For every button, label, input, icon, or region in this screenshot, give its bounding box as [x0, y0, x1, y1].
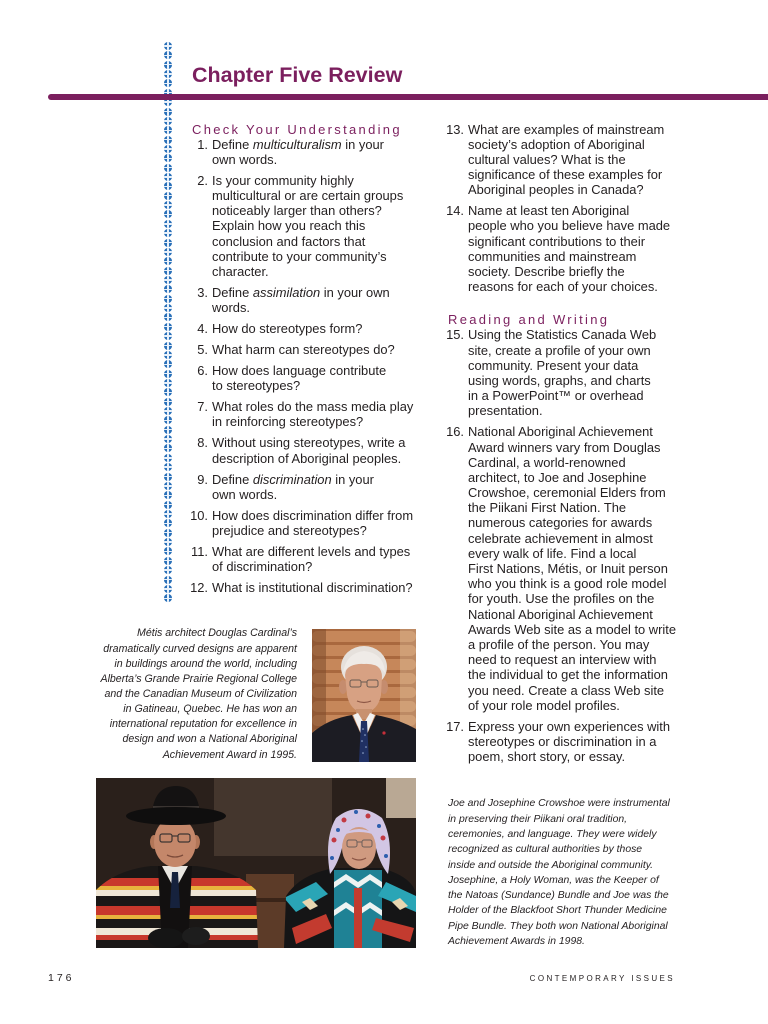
- photo-douglas-cardinal: [312, 629, 416, 762]
- text-line: need to request an interview with: [468, 652, 657, 668]
- text-line: significant contributions to their: [468, 233, 645, 249]
- question-10: [188, 508, 438, 538]
- border-dot: [164, 239, 172, 247]
- question-text: [468, 122, 754, 198]
- border-dot: [164, 323, 172, 331]
- border-dot: [164, 501, 172, 509]
- caption-line: recognized as cultural authorities by those: [448, 844, 643, 856]
- question-text: [212, 544, 438, 574]
- text-line: for youth. Use the profiles on the: [468, 591, 655, 607]
- question-number: 17.: [446, 718, 464, 734]
- running-footer-title: CONTEMPORARY ISSUES: [529, 974, 675, 983]
- text-line: a profile of the person. You may: [468, 636, 650, 652]
- caption-line: Holder of the Blackfoot Short Thunder Medicine: [448, 905, 667, 917]
- question-text: [468, 203, 754, 294]
- border-dot: [164, 145, 172, 153]
- text-line: What harm can stereotypes do?: [212, 342, 395, 358]
- border-dot: [164, 370, 172, 378]
- border-dot: [164, 538, 172, 546]
- text-line: multicultural or are certain groups: [212, 188, 404, 204]
- text-line: National Aboriginal Achievement: [468, 606, 653, 622]
- emphasized-term: assimilation: [252, 284, 321, 300]
- heading-reading-and-writing: Reading and Writing: [448, 312, 610, 328]
- caption-line: in buildings around the world, including: [114, 657, 297, 670]
- text-line: conclusion and factors that: [212, 233, 366, 249]
- question-number: 10.: [190, 507, 208, 523]
- border-dot: [164, 164, 172, 172]
- caption-line: Achievement Award in 1995.: [162, 748, 297, 761]
- text-line: of your role model profiles.: [468, 697, 620, 713]
- question-6: [188, 363, 438, 393]
- border-dot: [164, 388, 172, 396]
- text-line: the individual to get the information: [468, 667, 668, 683]
- text-line: How do stereotypes form?: [212, 321, 363, 337]
- border-dot: [164, 304, 172, 312]
- text-line: words.: [212, 300, 250, 316]
- border-dot: [164, 51, 172, 59]
- text-line: every walk of life. Find a local: [468, 545, 637, 561]
- question-number: 9.: [197, 471, 208, 487]
- text-line: What roles do the mass media play: [212, 399, 414, 415]
- text-line: prejudice and stereotypes?: [212, 522, 367, 538]
- question-number: 8.: [197, 435, 208, 451]
- heading-check-your-understanding: Check Your Understanding: [192, 121, 402, 137]
- border-dot: [164, 108, 172, 116]
- text-line: you need. Create a class Web site: [468, 682, 665, 698]
- question-number: 3.: [197, 284, 208, 300]
- border-dot: [164, 407, 172, 415]
- border-dot: [164, 173, 172, 181]
- text-line: Cardinal, a world-renowned: [468, 454, 626, 470]
- question-text: [212, 472, 438, 502]
- border-dot: [164, 332, 172, 340]
- question-number: 4.: [197, 321, 208, 337]
- text-line: What is institutional discrimination?: [212, 580, 413, 596]
- caption-line: in preserving their Piikani oral tradition,: [448, 813, 628, 825]
- caption-line: Métis architect Douglas Cardinal’s: [137, 627, 297, 640]
- question-number: 14.: [446, 203, 464, 219]
- border-dot: [164, 444, 172, 452]
- caption-line: inside and outside the Aboriginal community.: [448, 859, 654, 871]
- question-number: 12.: [190, 580, 208, 596]
- text-line: What are different levels and types: [212, 543, 411, 559]
- border-dot: [164, 529, 172, 537]
- border-dot: [164, 79, 172, 87]
- text-line: reasons for each of your choices.: [468, 279, 658, 295]
- question-text: [212, 321, 438, 336]
- emphasized-term: multiculturalism: [252, 136, 342, 152]
- question-list: [444, 327, 754, 764]
- caption-line: and the Canadian Museum of Civilization: [104, 687, 297, 700]
- text-line: character.: [212, 263, 269, 279]
- text-line: of discrimination?: [212, 559, 313, 575]
- text-line: Award winners vary from Douglas: [468, 439, 661, 455]
- border-dot: [164, 154, 172, 162]
- border-dot: [164, 210, 172, 218]
- elders-image: [96, 778, 416, 948]
- question-text: [212, 342, 438, 357]
- border-dot: [164, 379, 172, 387]
- question-number: 2.: [197, 172, 208, 188]
- text-line: celebrate achievement in almost: [468, 530, 653, 546]
- question-15: [444, 327, 754, 418]
- border-dot: [164, 519, 172, 527]
- text-run: in your: [341, 136, 384, 152]
- question-3: [188, 285, 438, 315]
- question-text: [212, 173, 438, 279]
- caption-line: design and won a National Aboriginal: [122, 733, 297, 746]
- text-run: Define: [212, 471, 253, 487]
- question-16: [444, 424, 754, 713]
- photo-joe-and-josephine-crowshoe: [96, 778, 416, 948]
- question-text: [212, 137, 438, 167]
- border-dot: [164, 576, 172, 584]
- border-dot: [164, 248, 172, 256]
- border-dot: [164, 594, 172, 602]
- text-line: Awards Web site as a model to write: [468, 621, 677, 637]
- text-line: How does language contribute: [212, 363, 387, 379]
- right-question-column: [444, 122, 754, 765]
- question-number: 11.: [191, 543, 208, 559]
- caption-line: Achievement Awards in 1998.: [448, 936, 585, 948]
- question-number: 5.: [197, 342, 208, 358]
- border-dot: [164, 473, 172, 481]
- question-text: [212, 435, 438, 465]
- border-dot: [164, 398, 172, 406]
- border-dot: [164, 557, 172, 565]
- question-2: [188, 173, 438, 279]
- text-line: Aboriginal peoples in Canada?: [468, 182, 644, 198]
- border-dot: [164, 201, 172, 209]
- border-dot: [164, 285, 172, 293]
- border-dot: [164, 257, 172, 265]
- question-14: [444, 203, 754, 294]
- border-dot: [164, 360, 172, 368]
- caption-line: dramatically curved designs are apparent: [103, 642, 297, 655]
- border-dot: [164, 585, 172, 593]
- question-text: [468, 424, 754, 713]
- text-line: Is your community highly: [212, 172, 354, 188]
- text-line: poem, short story, or essay.: [468, 749, 626, 765]
- text-line: [212, 137, 438, 152]
- question-4: [188, 321, 438, 336]
- left-question-column: [188, 122, 438, 596]
- caption-line: Pipe Bundle. They both won National Aboriginal: [448, 920, 668, 932]
- text-line: site, create a profile of your own: [468, 342, 651, 358]
- text-line: community. Present your data: [468, 357, 639, 373]
- border-dot: [164, 463, 172, 471]
- border-dot: [164, 295, 172, 303]
- text-line: [212, 285, 438, 300]
- border-dot: [164, 313, 172, 321]
- text-line: own words.: [212, 486, 278, 502]
- border-dot: [164, 454, 172, 462]
- border-dot: [164, 510, 172, 518]
- question-7: [188, 399, 438, 429]
- text-line: society. Describe briefly the: [468, 263, 625, 279]
- border-dot: [164, 136, 172, 144]
- border-dot: [164, 351, 172, 359]
- text-line: contribute to your community’s: [212, 248, 387, 264]
- border-dot: [164, 547, 172, 555]
- question-8: [188, 435, 438, 465]
- text-line: using words, graphs, and charts: [468, 373, 651, 388]
- question-list-continued: [444, 122, 754, 295]
- text-line: Express your own experiences with: [468, 718, 671, 734]
- question-number: 1.: [197, 136, 208, 152]
- text-line: cultural values? What is the: [468, 151, 626, 167]
- question-5: [188, 342, 438, 357]
- caption-line: Josephine, a Holy Woman, was the Keeper of: [448, 874, 659, 886]
- photo-caption-crowshoe: [448, 796, 670, 949]
- question-text: [212, 580, 438, 595]
- photo-caption-cardinal: [40, 626, 297, 762]
- text-line: How does discrimination differ from: [212, 507, 414, 523]
- border-dot: [164, 482, 172, 490]
- caption-line: ceremonies, and language. They were widely: [448, 828, 657, 840]
- caption-line: in Gatineau, Quebec. He has won an: [123, 703, 297, 716]
- text-line: people who you believe have made: [468, 218, 671, 234]
- text-line: who you think is a good role model: [468, 576, 667, 592]
- text-line: Name at least ten Aboriginal: [468, 203, 630, 219]
- chapter-review-title: Chapter Five Review: [192, 63, 403, 87]
- text-line: stereotypes or discrimination in a: [468, 733, 657, 749]
- border-dot: [164, 182, 172, 190]
- text-line: numerous categories for awards: [468, 515, 653, 531]
- text-line: own words.: [212, 151, 278, 167]
- border-dot: [164, 566, 172, 574]
- border-dot: [164, 126, 172, 134]
- text-line: to stereotypes?: [212, 378, 301, 394]
- text-run: in your own: [320, 284, 390, 300]
- question-number: 16.: [446, 424, 464, 440]
- question-11: [188, 544, 438, 574]
- text-line: description of Aboriginal peoples.: [212, 450, 402, 466]
- dot-border: [164, 0, 173, 612]
- border-dot: [164, 491, 172, 499]
- border-dot: [164, 192, 172, 200]
- text-line: in reinforcing stereotypes?: [212, 414, 364, 430]
- border-dot: [164, 426, 172, 434]
- caption-line: Joe and Josephine Crowshoe were instrumental: [448, 798, 670, 810]
- question-12: [188, 580, 438, 595]
- portrait-image: [312, 629, 416, 762]
- caption-line: Alberta’s Grande Prairie Regional College: [100, 672, 297, 685]
- text-line: Crowshoe, ceremonial Elders from: [468, 485, 666, 501]
- question-9: [188, 472, 438, 502]
- text-line: communities and mainstream: [468, 248, 637, 264]
- text-line: Without using stereotypes, write a: [212, 435, 406, 451]
- text-line: significance of these examples for: [468, 167, 663, 183]
- border-dot: [164, 42, 172, 50]
- title-rule: [48, 94, 768, 100]
- question-number: 15.: [446, 327, 464, 343]
- border-dot: [164, 220, 172, 228]
- question-text: [212, 363, 438, 393]
- question-text: [468, 719, 754, 765]
- question-13: [444, 122, 754, 198]
- border-dot: [164, 117, 172, 125]
- emphasized-term: discrimination: [252, 471, 332, 487]
- border-dot: [164, 276, 172, 284]
- text-line: society’s adoption of Aboriginal: [468, 136, 645, 152]
- border-dot: [164, 267, 172, 275]
- question-number: 6.: [197, 363, 208, 379]
- text-line: What are examples of mainstream: [468, 121, 665, 137]
- question-text: [212, 508, 438, 538]
- question-number: 7.: [197, 399, 208, 415]
- border-dot: [164, 70, 172, 78]
- border-dot: [164, 416, 172, 424]
- question-1: [188, 137, 438, 167]
- question-text: [468, 327, 754, 418]
- text-line: in a PowerPoint™ or overhead: [468, 388, 644, 404]
- text-line: [212, 472, 438, 487]
- question-17: [444, 719, 754, 765]
- text-line: National Aboriginal Achievement: [468, 424, 653, 440]
- text-line: Using the Statistics Canada Web: [468, 327, 657, 343]
- text-line: Explain how you reach this: [212, 218, 366, 234]
- border-dot: [164, 229, 172, 237]
- page-number: 176: [48, 972, 75, 984]
- text-run: Define: [212, 284, 253, 300]
- question-text: [212, 285, 438, 315]
- text-line: architect, to Joe and Josephine: [468, 469, 647, 485]
- caption-line: international reputation for excellence in: [109, 718, 297, 731]
- question-text: [212, 399, 438, 429]
- caption-line: the Natoas (Sundance) Bundle and Joe was the: [448, 890, 669, 902]
- text-line: the Piikani First Nation. The: [468, 500, 627, 516]
- text-line: presentation.: [468, 403, 543, 419]
- text-run: Define: [212, 136, 253, 152]
- border-dot: [164, 342, 172, 350]
- question-number: 13.: [446, 121, 464, 137]
- text-line: noticeably larger than others?: [212, 203, 382, 219]
- text-run: in your: [331, 471, 374, 487]
- text-line: First Nations, Métis, or Inuit person: [468, 561, 668, 577]
- border-dot: [164, 61, 172, 69]
- question-list: [188, 137, 438, 596]
- border-dot: [164, 435, 172, 443]
